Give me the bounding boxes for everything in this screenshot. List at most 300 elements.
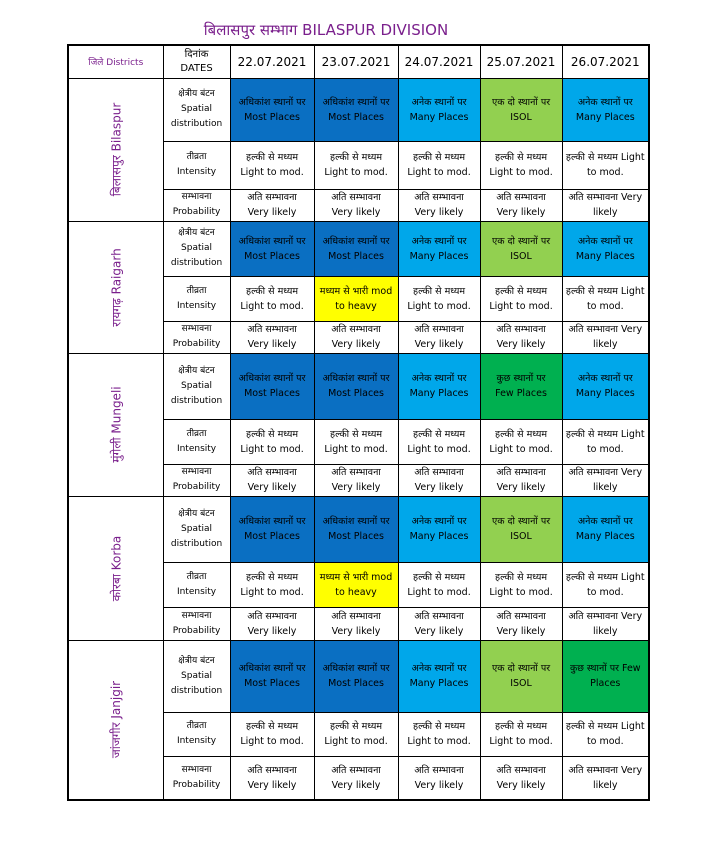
spatial-label-line: distribution: [170, 395, 223, 406]
probability-cell: [562, 756, 649, 800]
probability-cell: [230, 756, 314, 800]
probability-text-line1: अति सम्भावना: [414, 324, 464, 335]
probability-cell: [562, 321, 649, 353]
intensity-label-line: तीव्रता: [186, 571, 207, 582]
probability-text-line2: Very likely: [496, 625, 546, 637]
spatial-cell: [562, 78, 649, 141]
spatial-hindi-text: कुछ स्थानों पर: [496, 373, 546, 384]
spatial-cell: [562, 640, 649, 712]
intensity-label: [163, 141, 230, 189]
probability-cell: [562, 189, 649, 221]
spatial-english-text: Many Places: [409, 531, 469, 542]
intensity-text-line1: हल्की से मध्यम: [330, 721, 383, 732]
intensity-text-line2: to mod.: [586, 443, 624, 455]
intensity-label-line: Intensity: [176, 736, 217, 746]
intensity-label-line: Intensity: [176, 586, 217, 597]
spatial-hindi-text: अनेक स्थानों पर: [577, 516, 633, 527]
probability-label-line: सम्भावना: [181, 192, 212, 202]
intensity-cell: [314, 419, 398, 464]
probability-text-line1: अति सम्भावना: [247, 610, 297, 622]
spatial-hindi-text: अधिकांश स्थानों पर: [238, 373, 306, 384]
probability-label-line: सम्भावना: [181, 324, 212, 334]
probability-text-line1: अति सम्भावना: [331, 610, 381, 622]
spatial-english-text: Most Places: [328, 250, 384, 262]
spatial-english-text: Most Places: [328, 678, 384, 689]
spatial-english-text: Many Places: [409, 678, 469, 689]
probability-cell: [398, 607, 480, 640]
probability-text-line1: अति सम्भावना: [331, 467, 381, 478]
intensity-text-line1: हल्की से मध्यम: [495, 571, 548, 583]
intensity-text-line1: हल्की से मध्यम Light: [565, 571, 645, 583]
spatial-hindi-text: अनेक स्थानों पर: [577, 373, 633, 384]
spatial-cell: [314, 78, 398, 141]
spatial-hindi-text: अधिकांश स्थानों पर: [238, 235, 306, 247]
probability-text-line1: अति सम्भावना Very: [568, 192, 643, 203]
spatial-cell: [562, 496, 649, 562]
districts-header: जिले Districts: [68, 45, 163, 78]
probability-cell: [398, 464, 480, 496]
intensity-text-line1: मध्यम से भारी mod: [319, 571, 393, 583]
probability-label-line: Probability: [172, 339, 221, 349]
probability-cell: [314, 607, 398, 640]
probability-cell: [398, 756, 480, 800]
date-header: 23.07.2021: [314, 45, 398, 78]
probability-text-line2: Very likely: [496, 207, 546, 218]
probability-label-line: Probability: [172, 207, 221, 217]
spatial-hindi-text: अधिकांश स्थानों पर: [238, 96, 306, 108]
intensity-cell: [314, 141, 398, 189]
probability-label-line: सम्भावना: [181, 467, 212, 477]
spatial-english-text: Most Places: [244, 531, 300, 542]
spatial-hindi-text: अनेक स्थानों पर: [577, 235, 633, 247]
spatial-english-text: ISOL: [510, 531, 532, 542]
intensity-text-line2: Light to mod.: [407, 586, 471, 598]
forecast-row: [68, 496, 649, 562]
intensity-text-line2: to heavy: [335, 586, 377, 598]
probability-cell: [480, 464, 562, 496]
probability-text-line2: Very likely: [414, 339, 464, 350]
probability-text-line2: Very likely: [247, 779, 297, 791]
intensity-cell: [398, 141, 480, 189]
intensity-text-line2: Light to mod.: [324, 736, 388, 747]
spatial-hindi-text: अधिकांश स्थानों पर: [322, 373, 390, 384]
header-row: [68, 45, 649, 78]
intensity-text-line1: हल्की से मध्यम: [495, 428, 548, 440]
spatial-english-text: Many Places: [575, 531, 635, 542]
spatial-hindi-text: अनेक स्थानों पर: [411, 516, 467, 527]
spatial-label-line: Spatial: [181, 104, 213, 114]
spatial-english-text: ISOL: [510, 111, 532, 123]
intensity-text-line1: हल्की से मध्यम Light: [565, 152, 645, 163]
probability-label-line: सम्भावना: [181, 610, 212, 621]
spatial-label-line: क्षेत्रीय बंटन: [178, 655, 215, 666]
probability-text-line1: अति सम्भावना Very: [568, 610, 643, 622]
probability-label: [163, 321, 230, 353]
district-name: कोरबा Korba: [109, 535, 124, 601]
spatial-label-line: क्षेत्रीय बंटन: [178, 89, 215, 99]
spatial-cell: [480, 78, 562, 141]
spatial-english-text: Many Places: [575, 250, 635, 262]
intensity-text-line1: हल्की से मध्यम: [413, 152, 466, 163]
probability-text-line2: Very likely: [414, 779, 464, 791]
spatial-cell: [230, 353, 314, 419]
intensity-text-line2: Light to mod.: [489, 443, 553, 455]
intensity-cell: [230, 712, 314, 756]
spatial-label: [163, 496, 230, 562]
probability-text-line2: Very likely: [331, 779, 381, 791]
spatial-hindi-text: अधिकांश स्थानों पर: [322, 235, 390, 247]
intensity-cell: [314, 712, 398, 756]
spatial-hindi-text: अनेक स्थानों पर: [411, 663, 467, 674]
probability-cell: [314, 464, 398, 496]
spatial-label-line: distribution: [170, 119, 223, 129]
intensity-cell: [562, 276, 649, 321]
intensity-cell: [230, 141, 314, 189]
spatial-hindi-text: अधिकांश स्थानों पर: [322, 516, 390, 527]
intensity-text-line2: to mod.: [586, 300, 624, 312]
probability-text-line1: अति सम्भावना: [414, 610, 464, 622]
intensity-text-line1: हल्की से मध्यम: [413, 721, 466, 732]
intensity-cell: [480, 562, 562, 607]
probability-text-line2: Very likely: [414, 625, 464, 637]
probability-cell: [230, 464, 314, 496]
spatial-hindi-text: अनेक स्थानों पर: [411, 373, 467, 384]
probability-text-line2: Very likely: [331, 207, 381, 218]
probability-text-line2: Very likely: [247, 482, 297, 493]
spatial-hindi-text: अधिकांश स्थानों पर: [322, 96, 390, 108]
intensity-text-line2: Light to mod.: [407, 167, 471, 178]
intensity-text-line2: to mod.: [586, 736, 624, 747]
probability-text-line1: अति सम्भावना: [496, 467, 546, 478]
spatial-cell: [230, 221, 314, 276]
probability-cell: [314, 189, 398, 221]
dates-header-hindi: दिनांक: [184, 48, 209, 60]
spatial-cell: [480, 221, 562, 276]
intensity-text-line2: Light to mod.: [407, 736, 471, 747]
spatial-label-line: Spatial: [181, 523, 213, 534]
probability-text-line1: अति सम्भावना: [496, 610, 546, 622]
intensity-text-line2: to heavy: [335, 300, 377, 312]
spatial-cell: [230, 640, 314, 712]
spatial-cell: [480, 640, 562, 712]
probability-label-line: Probability: [172, 625, 221, 636]
intensity-text-line2: Light to mod.: [489, 167, 553, 178]
spatial-cell: [314, 640, 398, 712]
spatial-cell: [314, 496, 398, 562]
probability-cell: [562, 464, 649, 496]
intensity-cell: [562, 141, 649, 189]
spatial-label-line: Spatial: [181, 243, 213, 253]
dates-header: [163, 45, 230, 78]
spatial-english-text: Places: [590, 678, 621, 689]
intensity-text-line1: हल्की से मध्यम Light: [565, 721, 645, 732]
spatial-hindi-text: अनेक स्थानों पर: [411, 96, 467, 108]
probability-text-line1: अति सम्भावना: [496, 764, 546, 776]
date-header: 22.07.2021: [230, 45, 314, 78]
district-name: जांजगीर Janjgir: [109, 681, 124, 759]
intensity-text-line1: हल्की से मध्यम: [246, 152, 299, 163]
intensity-text-line1: हल्की से मध्यम: [495, 152, 548, 163]
spatial-cell: [314, 353, 398, 419]
intensity-cell: [480, 712, 562, 756]
date-header: 26.07.2021: [562, 45, 649, 78]
intensity-text-line1: हल्की से मध्यम: [246, 428, 299, 440]
probability-text-line2: Very likely: [496, 339, 546, 350]
intensity-text-line1: हल्की से मध्यम: [413, 571, 466, 583]
intensity-cell: [398, 562, 480, 607]
district-name-cell: [68, 78, 163, 221]
probability-text-line2: Very likely: [247, 207, 297, 218]
intensity-cell: [480, 419, 562, 464]
intensity-text-line1: हल्की से मध्यम: [246, 571, 299, 583]
district-name-cell: [68, 221, 163, 353]
spatial-english-text: Most Places: [328, 388, 384, 399]
spatial-english-text: Few Places: [495, 388, 547, 399]
intensity-text-line2: Light to mod.: [240, 736, 304, 747]
probability-cell: [398, 189, 480, 221]
spatial-cell: [562, 353, 649, 419]
spatial-hindi-text: एक दो स्थानों पर: [491, 235, 551, 247]
spatial-label: [163, 221, 230, 276]
forecast-row: [68, 353, 649, 419]
probability-label-line: Probability: [172, 779, 221, 790]
intensity-text-line2: Light to mod.: [324, 167, 388, 178]
probability-label: [163, 756, 230, 800]
probability-text-line1: अति सम्भावना: [496, 324, 546, 335]
spatial-hindi-text: अनेक स्थानों पर: [577, 96, 633, 108]
intensity-text-line2: Light to mod.: [489, 300, 553, 312]
probability-cell: [230, 321, 314, 353]
page-title: बिलासपुर सम्भाग BILASPUR DIVISION: [203, 21, 449, 39]
intensity-text-line1: हल्की से मध्यम Light: [565, 428, 645, 440]
probability-cell: [480, 607, 562, 640]
spatial-label-line: distribution: [170, 538, 223, 549]
district-name-cell: [68, 640, 163, 800]
probability-cell: [480, 756, 562, 800]
intensity-cell: [398, 419, 480, 464]
intensity-text-line1: हल्की से मध्यम: [246, 285, 299, 297]
intensity-text-line1: हल्की से मध्यम: [246, 721, 299, 732]
probability-text-line1: अति सम्भावना: [496, 192, 546, 203]
probability-cell: [562, 607, 649, 640]
forecast-row: [68, 78, 649, 141]
spatial-label-line: distribution: [170, 258, 223, 268]
intensity-text-line2: Light to mod.: [407, 300, 471, 312]
probability-cell: [480, 321, 562, 353]
spatial-hindi-text: अधिकांश स्थानों पर: [322, 663, 390, 674]
spatial-label-line: क्षेत्रीय बंटन: [178, 508, 215, 519]
forecast-table: [67, 44, 650, 801]
probability-text-line2: Very likely: [331, 482, 381, 493]
intensity-text-line2: Light to mod.: [489, 586, 553, 598]
probability-label: [163, 189, 230, 221]
probability-text-line1: अति सम्भावना: [247, 764, 297, 776]
probability-label-line: Probability: [172, 482, 221, 492]
spatial-english-text: Most Places: [244, 250, 300, 262]
spatial-english-text: ISOL: [510, 678, 532, 689]
probability-text-line2: Very likely: [331, 339, 381, 350]
district-name: बिलासपुर Bilaspur: [109, 102, 124, 197]
spatial-cell: [398, 221, 480, 276]
spatial-english-text: Most Places: [328, 111, 384, 123]
intensity-text-line1: हल्की से मध्यम: [330, 152, 383, 163]
spatial-hindi-text: अधिकांश स्थानों पर: [238, 516, 306, 527]
intensity-text-line1: हल्की से मध्यम: [495, 285, 548, 297]
probability-text-line1: अति सम्भावना: [331, 764, 381, 776]
intensity-label-line: Intensity: [176, 300, 217, 311]
probability-text-line2: likely: [593, 779, 618, 791]
probability-text-line1: अति सम्भावना: [247, 192, 297, 203]
spatial-label: [163, 78, 230, 141]
spatial-label-line: distribution: [170, 685, 223, 696]
probability-text-line1: अति सम्भावना: [414, 192, 464, 203]
spatial-english-text: Many Places: [409, 388, 469, 399]
probability-cell: [398, 321, 480, 353]
spatial-english-text: Most Places: [244, 388, 300, 399]
spatial-hindi-text: एक दो स्थानों पर: [491, 663, 551, 674]
intensity-text-line2: Light to mod.: [240, 300, 304, 312]
probability-text-line2: Very likely: [496, 482, 546, 493]
spatial-english-text: Many Places: [575, 388, 635, 399]
intensity-label: [163, 712, 230, 756]
probability-text-line1: अति सम्भावना: [331, 192, 381, 203]
intensity-text-line1: हल्की से मध्यम: [330, 428, 383, 440]
date-header: 25.07.2021: [480, 45, 562, 78]
probability-text-line2: Very likely: [331, 625, 381, 637]
intensity-cell: [230, 419, 314, 464]
intensity-label-line: तीव्रता: [186, 152, 207, 162]
district-name-cell: [68, 353, 163, 496]
spatial-cell: [230, 496, 314, 562]
spatial-english-text: Many Places: [409, 250, 469, 262]
probability-text-line2: Very likely: [414, 482, 464, 493]
spatial-hindi-text: अधिकांश स्थानों पर: [238, 663, 306, 674]
intensity-text-line2: Light to mod.: [240, 443, 304, 455]
probability-text-line1: अति सम्भावना: [247, 467, 297, 478]
intensity-label-line: Intensity: [176, 443, 217, 454]
spatial-hindi-text: अनेक स्थानों पर: [411, 235, 467, 247]
intensity-label: [163, 562, 230, 607]
spatial-label-line: Spatial: [181, 670, 213, 681]
probability-text-line2: Very likely: [247, 625, 297, 637]
intensity-cell: [314, 276, 398, 321]
intensity-text-line2: Light to mod.: [324, 443, 388, 455]
forecast-row: [68, 221, 649, 276]
probability-cell: [314, 756, 398, 800]
intensity-cell: [230, 562, 314, 607]
spatial-label-line: क्षेत्रीय बंटन: [178, 228, 215, 238]
spatial-label-line: क्षेत्रीय बंटन: [178, 365, 215, 376]
intensity-label-line: Intensity: [176, 167, 217, 177]
probability-text-line2: likely: [593, 339, 618, 350]
forecast-row: [68, 640, 649, 712]
spatial-english-text: Most Places: [244, 678, 300, 689]
spatial-cell: [480, 496, 562, 562]
probability-cell: [230, 607, 314, 640]
intensity-text-line1: हल्की से मध्यम: [413, 285, 466, 297]
intensity-cell: [562, 562, 649, 607]
intensity-cell: [480, 141, 562, 189]
probability-text-line2: likely: [593, 207, 618, 218]
intensity-text-line2: Light to mod.: [240, 167, 304, 178]
probability-text-line1: अति सम्भावना: [414, 467, 464, 478]
probability-text-line1: अति सम्भावना: [331, 324, 381, 335]
probability-text-line2: Very likely: [414, 207, 464, 218]
spatial-english-text: Many Places: [575, 111, 635, 123]
probability-text-line2: Very likely: [247, 339, 297, 350]
intensity-text-line2: Light to mod.: [407, 443, 471, 455]
intensity-text-line2: to mod.: [586, 167, 624, 178]
spatial-english-text: Many Places: [409, 111, 469, 123]
intensity-text-line1: मध्यम से भारी mod: [319, 285, 393, 297]
spatial-hindi-text: एक दो स्थानों पर: [491, 516, 551, 527]
intensity-cell: [480, 276, 562, 321]
intensity-text-line2: Light to mod.: [240, 586, 304, 598]
spatial-cell: [230, 78, 314, 141]
intensity-text-line2: to mod.: [586, 586, 624, 598]
intensity-label-line: तीव्रता: [186, 721, 207, 731]
intensity-cell: [398, 712, 480, 756]
spatial-cell: [398, 640, 480, 712]
intensity-text-line2: Light to mod.: [489, 736, 553, 747]
probability-text-line1: अति सम्भावना Very: [568, 467, 643, 478]
probability-label-line: सम्भावना: [181, 764, 212, 775]
district-name: रायगढ़ Raigarh: [109, 247, 124, 327]
probability-cell: [230, 189, 314, 221]
intensity-label-line: तीव्रता: [186, 428, 207, 439]
spatial-cell: [314, 221, 398, 276]
intensity-text-line1: हल्की से मध्यम: [413, 428, 466, 440]
spatial-english-text: ISOL: [510, 250, 532, 262]
intensity-label-line: तीव्रता: [186, 285, 207, 296]
intensity-cell: [230, 276, 314, 321]
intensity-cell: [398, 276, 480, 321]
intensity-text-line1: हल्की से मध्यम: [495, 721, 548, 732]
spatial-cell: [562, 221, 649, 276]
probability-cell: [314, 321, 398, 353]
date-header: 24.07.2021: [398, 45, 480, 78]
probability-text-line2: likely: [593, 482, 618, 493]
intensity-cell: [562, 712, 649, 756]
intensity-text-line1: हल्की से मध्यम Light: [565, 285, 645, 297]
spatial-label: [163, 353, 230, 419]
probability-label: [163, 464, 230, 496]
intensity-label: [163, 419, 230, 464]
probability-cell: [480, 189, 562, 221]
spatial-cell: [398, 78, 480, 141]
dates-header-english: DATES: [180, 62, 213, 74]
spatial-cell: [480, 353, 562, 419]
spatial-english-text: Most Places: [244, 111, 300, 123]
district-name-cell: [68, 496, 163, 640]
probability-text-line2: likely: [593, 625, 618, 637]
probability-text-line1: अति सम्भावना: [414, 764, 464, 776]
intensity-cell: [562, 419, 649, 464]
intensity-label: [163, 276, 230, 321]
intensity-cell: [314, 562, 398, 607]
probability-text-line1: अति सम्भावना Very: [568, 324, 643, 335]
spatial-hindi-text: एक दो स्थानों पर: [491, 96, 551, 108]
spatial-label-line: Spatial: [181, 380, 213, 391]
probability-text-line1: अति सम्भावना: [247, 324, 297, 335]
spatial-english-text: Most Places: [328, 531, 384, 542]
spatial-label: [163, 640, 230, 712]
district-name: मुंगेली Mungeli: [109, 386, 124, 463]
probability-text-line1: अति सम्भावना Very: [568, 764, 643, 776]
probability-label: [163, 607, 230, 640]
spatial-hindi-text: कुछ स्थानों पर Few: [569, 663, 641, 674]
probability-text-line2: Very likely: [496, 779, 546, 791]
